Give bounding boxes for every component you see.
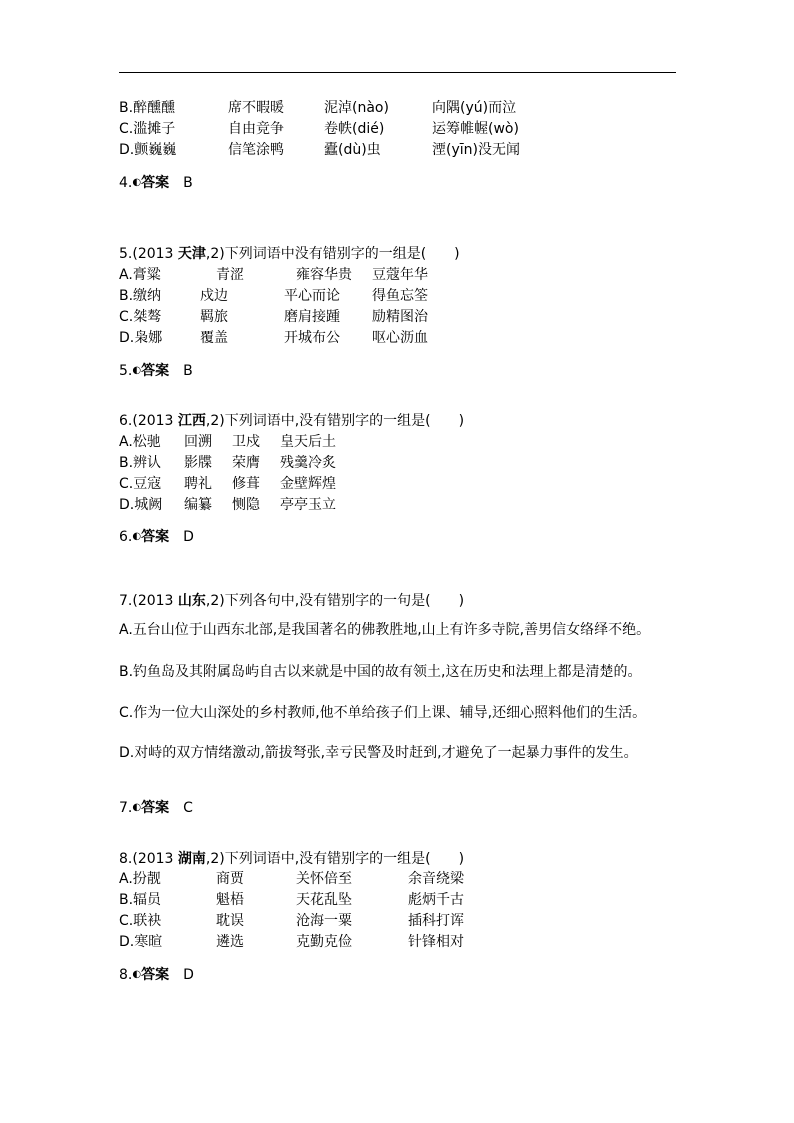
answer-value: B (183, 175, 193, 191)
question-prefix: 6.(2013 (119, 413, 178, 429)
answer-label: 答案 (141, 800, 170, 816)
answer-marker-icon: ◐ (132, 969, 142, 980)
option-word: 向隅(yú)而泣 (432, 100, 517, 116)
option-word: 湮(yīn)没无闻 (432, 142, 520, 158)
option-word: 卷帙(dié) (324, 121, 385, 137)
option-word: 天花乱坠 (296, 892, 352, 908)
option-word: B.醉醺醺 (119, 100, 176, 116)
question-prefix: 7.(2013 (119, 593, 178, 609)
answer-value: B (183, 363, 193, 379)
answer-number: 7. (119, 800, 133, 816)
option-word: 磨肩接踵 (284, 309, 340, 325)
answer-label: 答案 (141, 363, 170, 379)
option-word: D.寒暄 (119, 934, 163, 950)
option-word: 影牒 (184, 455, 212, 471)
option-word: 彪炳千古 (408, 892, 464, 908)
q7-stem (119, 592, 464, 610)
q5-stem (119, 245, 460, 263)
option-word: B.辨认 (119, 455, 162, 471)
option-word: 皇天后土 (280, 434, 336, 450)
answer-marker-icon: ◐ (132, 365, 142, 376)
answer-value: D (183, 967, 194, 983)
q7-option-c: C.作为一位大山深处的乡村教师,他不单给孩子们上课、辅导,还细心照料他们的生活。 (119, 705, 647, 721)
answer-marker-icon: ◐ (132, 177, 142, 188)
option-word: B.缴纳 (119, 288, 162, 304)
q7-answer (119, 799, 193, 817)
option-word: 插科打诨 (408, 913, 464, 929)
option-word: 回溯 (184, 434, 212, 450)
q7-option-a: A.五台山位于山西东北部,是我国著名的佛教胜地,山上有许多寺院,善男信女络绎不绝。 (119, 622, 651, 638)
option-word: 席不暇暖 (228, 100, 284, 116)
option-word: 余音绕梁 (408, 871, 464, 887)
option-word: 商贾 (216, 871, 244, 887)
q6-stem (119, 412, 464, 430)
option-word: 开城布公 (284, 330, 340, 346)
q4-answer (119, 174, 193, 192)
question-text: ,2)下列词语中没有错别字的一组是( ) (205, 246, 460, 262)
option-word: 克勤克俭 (296, 934, 352, 950)
option-word: A.膏粱 (119, 267, 161, 283)
option-word: C.豆寇 (119, 476, 162, 492)
option-word: 聘礼 (184, 476, 212, 492)
question-prefix: 8.(2013 (119, 851, 178, 867)
option-word: C.联袂 (119, 913, 162, 929)
q5-answer (119, 362, 193, 380)
option-word: 羁旅 (200, 309, 228, 325)
q7-option-d: D.对峙的双方情绪激动,箭拔弩张,幸亏民警及时赶到,才避免了一起暴力事件的发生。 (119, 745, 638, 761)
option-word: D.枭娜 (119, 330, 163, 346)
answer-value: C (183, 800, 193, 816)
q6-answer (119, 528, 194, 546)
option-word: 平心而论 (284, 288, 340, 304)
option-word: 呕心沥血 (372, 330, 428, 346)
option-word: 恻隐 (232, 497, 260, 513)
option-word: 覆盖 (200, 330, 228, 346)
question-region: 江西 (177, 413, 206, 429)
option-word: 戍边 (200, 288, 228, 304)
answer-number: 4. (119, 175, 133, 191)
option-word: C.桀骜 (119, 309, 162, 325)
answer-value: D (183, 529, 194, 545)
option-word: 亭亭玉立 (280, 497, 336, 513)
option-word: D.城阙 (119, 497, 163, 513)
q7-option-b: B.钓鱼岛及其附属岛屿自古以来就是中国的故有领土,这在历史和法理上都是清楚的。 (119, 664, 642, 680)
option-word: 运筹帷幄(wò) (432, 121, 519, 137)
option-word: 耽误 (216, 913, 244, 929)
question-region: 湖南 (177, 851, 206, 867)
option-word: A.松驰 (119, 434, 161, 450)
question-region: 山东 (177, 593, 206, 609)
option-word: 青涩 (216, 267, 244, 283)
option-word: 沧海一粟 (296, 913, 352, 929)
option-word: 信笔涂鸭 (228, 142, 284, 158)
option-word: 蠹(dù)虫 (324, 142, 381, 158)
option-word: 得鱼忘筌 (372, 288, 428, 304)
option-word: 针锋相对 (408, 934, 464, 950)
option-word: C.滥摊子 (119, 121, 176, 137)
option-word: 魁梧 (216, 892, 244, 908)
question-text: ,2)下列各句中,没有错别字的一句是( ) (205, 593, 465, 609)
option-word: 残羹冷炙 (280, 455, 336, 471)
question-text: ,2)下列词语中,没有错别字的一组是( ) (205, 413, 465, 429)
option-word: D.颤巍巍 (119, 142, 177, 158)
option-word: B.辐员 (119, 892, 162, 908)
answer-number: 8. (119, 967, 133, 983)
option-word: 编纂 (184, 497, 212, 513)
answer-label: 答案 (141, 529, 170, 545)
option-word: 荣膺 (232, 455, 260, 471)
option-word: 自由竞争 (228, 121, 284, 137)
option-word: 豆蔻年华 (372, 267, 428, 283)
option-word: 卫戍 (232, 434, 260, 450)
option-word: 雍容华贵 (296, 267, 352, 283)
q8-answer (119, 966, 194, 984)
answer-number: 5. (119, 363, 133, 379)
answer-label: 答案 (141, 967, 170, 983)
answer-marker-icon: ◐ (132, 531, 142, 542)
question-text: ,2)下列词语中,没有错别字的一组是( ) (205, 851, 465, 867)
option-word: 修葺 (232, 476, 260, 492)
answer-label: 答案 (141, 175, 170, 191)
option-word: 关怀倍至 (296, 871, 352, 887)
option-word: 励精图治 (372, 309, 428, 325)
option-word: 泥淖(nào) (324, 100, 389, 116)
q8-stem (119, 850, 464, 868)
option-word: 金壁辉煌 (280, 476, 336, 492)
answer-marker-icon: ◐ (132, 802, 142, 813)
answer-number: 6. (119, 529, 133, 545)
question-region: 天津 (177, 246, 206, 262)
question-prefix: 5.(2013 (119, 246, 178, 262)
header-rule (119, 72, 676, 73)
option-word: 遴选 (216, 934, 244, 950)
option-word: A.扮靓 (119, 871, 161, 887)
